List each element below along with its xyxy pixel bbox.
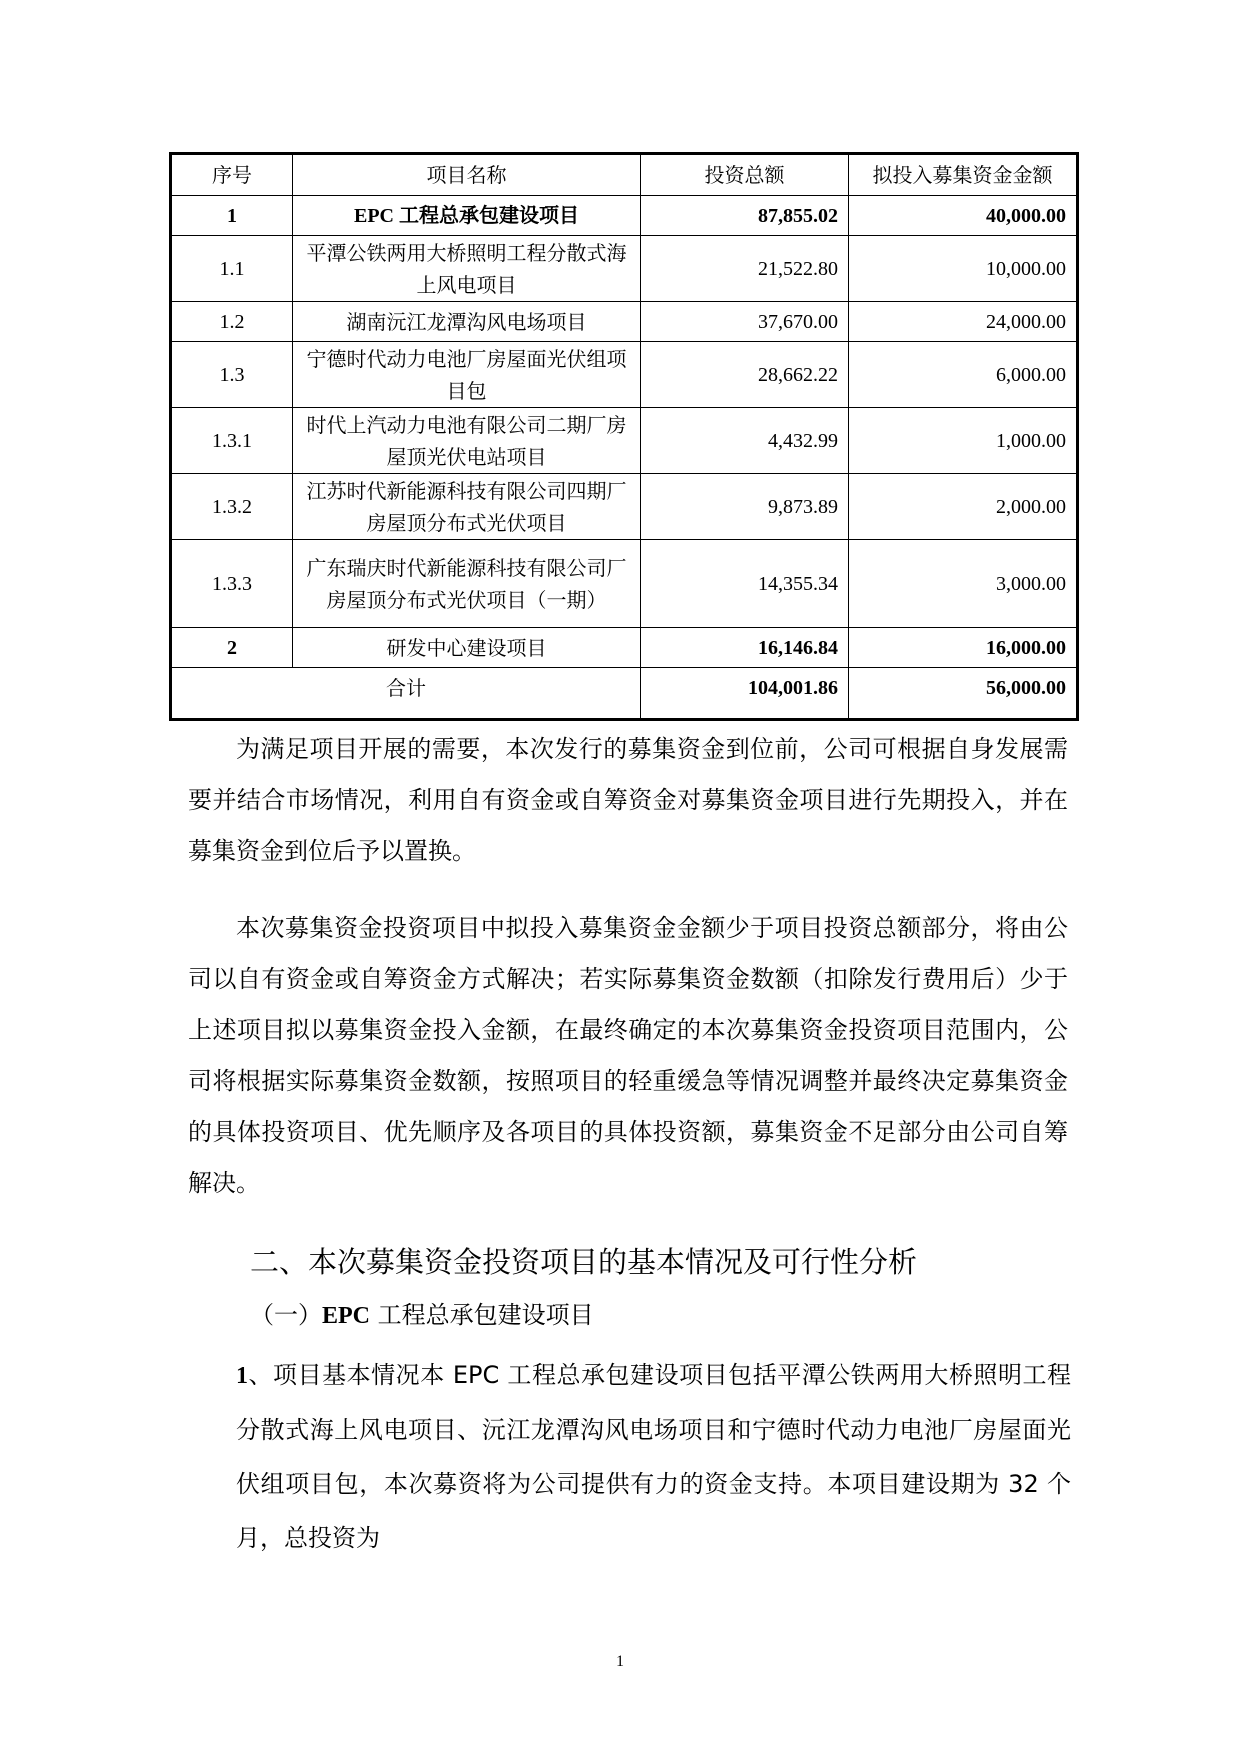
row-name: 宁德时代动力电池厂房屋面光伏组项目包 xyxy=(293,342,641,408)
subsection-prefix: （一） xyxy=(250,1301,322,1329)
row-no: 1.3.1 xyxy=(171,408,293,474)
total-row xyxy=(171,668,1078,720)
total-raise: 56,000.00 xyxy=(849,668,1078,720)
row-raise: 3,000.00 xyxy=(849,540,1078,628)
overview-text: 、项目基本情况本 EPC 工程总承包建设项目包括平潭公铁两用大桥照明工程分散式海上风电项目、沅江龙潭沟风电场项目和宁德时代动力电池厂房屋面光伏组项目包，本次募资将为公司提供有力的资金支持。本项目建设期为 32 个月，总投资为 xyxy=(236,1361,1071,1552)
project-overview xyxy=(236,1348,1071,1565)
row-total: 9,873.89 xyxy=(641,474,849,540)
table-row xyxy=(171,474,1078,540)
row-total: 28,662.22 xyxy=(641,342,849,408)
page-number: 1 xyxy=(616,1653,624,1670)
row-name: 广东瑞庆时代新能源科技有限公司厂房屋顶分布式光伏项目（一期） xyxy=(293,540,641,628)
row-name: 研发中心建设项目 xyxy=(293,628,641,668)
row-no: 1 xyxy=(171,196,293,236)
subsection-heading xyxy=(250,1295,594,1330)
row-raise: 16,000.00 xyxy=(849,628,1078,668)
row-no: 2 xyxy=(171,628,293,668)
row-total: 21,522.80 xyxy=(641,236,849,302)
row-total: 4,432.99 xyxy=(641,408,849,474)
header-total: 投资总额 xyxy=(641,154,849,196)
row-no: 1.1 xyxy=(171,236,293,302)
subsection-epc: EPC xyxy=(322,1303,370,1329)
subsection-rest: 工程总承包建设项目 xyxy=(370,1301,594,1329)
table-row xyxy=(171,342,1078,408)
row-raise: 40,000.00 xyxy=(849,196,1078,236)
row-total: 87,855.02 xyxy=(641,196,849,236)
row-no: 1.2 xyxy=(171,302,293,342)
fundraising-table xyxy=(169,152,1079,721)
table-header-row xyxy=(171,154,1078,196)
table-row xyxy=(171,196,1078,236)
paragraph-prefunding: 为满足项目开展的需要，本次发行的募集资金到位前，公司可根据自身发展需要并结合市场情况，利用自有资金或自筹资金对募集资金项目进行先期投入，并在募集资金到位后予以置换。 xyxy=(188,735,1068,865)
row-name: 平潭公铁两用大桥照明工程分散式海上风电项目 xyxy=(293,236,641,302)
table-row xyxy=(171,236,1078,302)
row-total: 37,670.00 xyxy=(641,302,849,342)
table-row xyxy=(171,408,1078,474)
row-name: 时代上汽动力电池有限公司二期厂房屋顶光伏电站项目 xyxy=(293,408,641,474)
header-raise: 拟投入募集资金金额 xyxy=(849,154,1078,196)
total-label: 合计 xyxy=(171,668,641,720)
header-no: 序号 xyxy=(171,154,293,196)
row-name xyxy=(293,196,641,236)
row-raise: 2,000.00 xyxy=(849,474,1078,540)
table-row xyxy=(171,540,1078,628)
total-amount: 104,001.86 xyxy=(641,668,849,720)
row-name-text: EPC 工程总承包建设项目 xyxy=(354,205,579,227)
table-row xyxy=(171,628,1078,668)
row-name: 江苏时代新能源科技有限公司四期厂房屋顶分布式光伏项目 xyxy=(293,474,641,540)
row-no: 1.3 xyxy=(171,342,293,408)
row-name: 湖南沅江龙潭沟风电场项目 xyxy=(293,302,641,342)
row-raise: 6,000.00 xyxy=(849,342,1078,408)
paragraph-shortfall: 本次募集资金投资项目中拟投入募集资金金额少于项目投资总额部分，将由公司以自有资金或自筹资金方式解决；若实际募集资金数额（扣除发行费用后）少于上述项目拟以募集资金投入金额，在最终确定的本次募集资金投资项目范围内，公司将根据实际募集资金数额，按照项目的轻重缓急等情况调整并最终决定募集资金的具体投资项目、优先顺序及各项目的具体投资额，募集资金不足部分由公司自筹解决。 xyxy=(188,914,1068,1197)
overview-number: 1 xyxy=(236,1363,248,1389)
row-total: 16,146.84 xyxy=(641,628,849,668)
row-raise: 24,000.00 xyxy=(849,302,1078,342)
table-row xyxy=(171,302,1078,342)
row-total: 14,355.34 xyxy=(641,540,849,628)
header-name: 项目名称 xyxy=(293,154,641,196)
row-no: 1.3.3 xyxy=(171,540,293,628)
row-raise: 1,000.00 xyxy=(849,408,1078,474)
row-no: 1.3.2 xyxy=(171,474,293,540)
section-heading: 二、本次募集资金投资项目的基本情况及可行性分析 xyxy=(250,1245,918,1279)
row-raise: 10,000.00 xyxy=(849,236,1078,302)
